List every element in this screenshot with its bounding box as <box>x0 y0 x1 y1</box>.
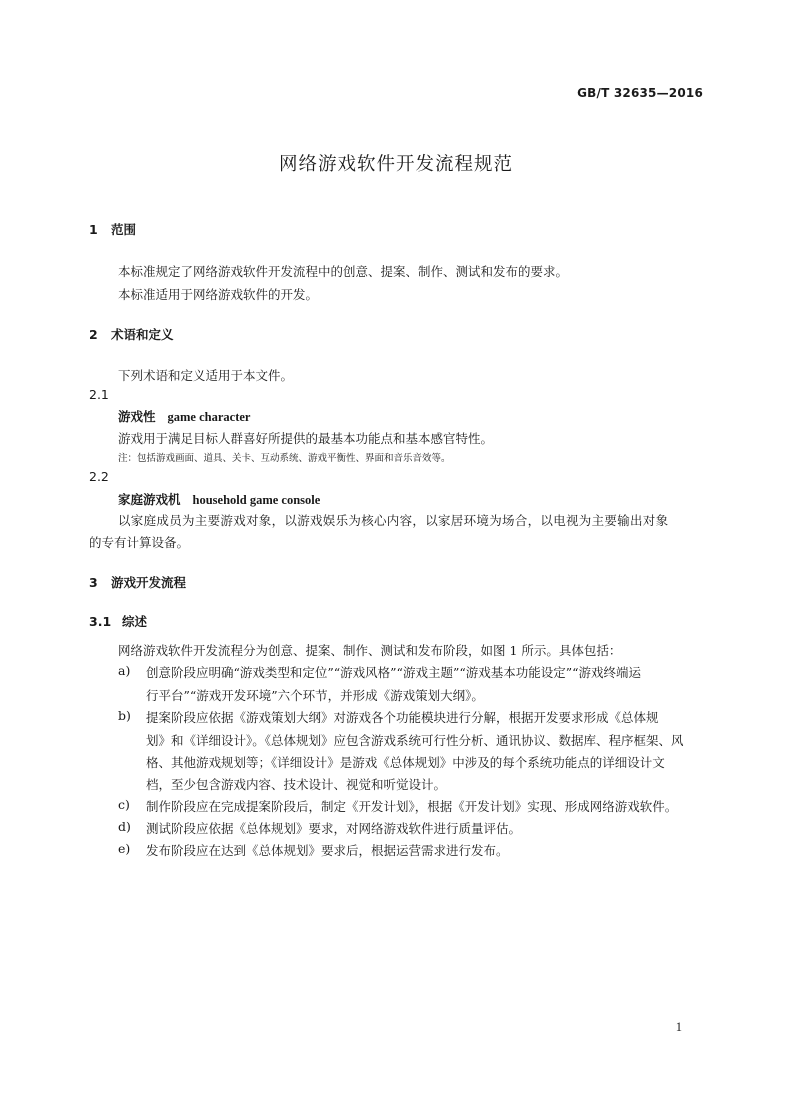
section-3-heading <box>89 573 186 591</box>
paragraph: 下列术语和定义适用于本文件。 <box>118 368 294 383</box>
paragraph: 本标准规定了网络游戏软件开发流程中的创意、提案、制作、测试和发布的要求。 <box>118 264 569 279</box>
term-heading <box>118 407 250 425</box>
list-item-text: 发布阶段应在达到《总体规划》要求后，根据运营需求进行发布。 <box>146 843 509 858</box>
section-title: 范围 <box>111 222 137 237</box>
term-definition: 以家庭成员为主要游戏对象，以游戏娱乐为核心内容，以家居环境为场合，以电视为主要输出对象 <box>118 513 669 528</box>
list-item-text: 行平台”“游戏开发环境”六个环节，并形成《游戏策划大纲》。 <box>146 688 484 703</box>
list-item-text: 格、其他游戏规划等；《详细设计》是游戏《总体规划》中涉及的每个系统功能点的详细设计文 <box>146 755 665 770</box>
section-1-heading <box>89 220 136 238</box>
term-definition-continued: 的专有计算设备。 <box>89 535 190 550</box>
paragraph: 网络游戏软件开发流程分为创意、提案、制作、测试和发布阶段，如图 1 所示。具体包括： <box>118 643 622 658</box>
list-item-text: 档，至少包含游戏内容、技术设计、视觉和听觉设计。 <box>146 777 447 792</box>
term-chinese: 游戏性 <box>118 409 156 424</box>
list-item-text: 制作阶段应在完成提案阶段后，制定《开发计划》，根据《开发计划》实现、形成网络游戏软件。 <box>146 799 678 814</box>
section-number: 3.1 <box>89 614 112 629</box>
term-heading <box>118 490 320 508</box>
term-definition: 游戏用于满足目标人群喜好所提供的最基本功能点和基本感官特性。 <box>118 431 494 446</box>
list-item-marker: c) <box>118 797 130 812</box>
section-number: 3 <box>89 575 98 590</box>
clause-number: 2.1 <box>89 387 109 402</box>
document-code: GB/T 32635—2016 <box>577 86 703 100</box>
paragraph: 本标准适用于网络游戏软件的开发。 <box>118 287 319 302</box>
term-english: household game console <box>192 493 321 507</box>
list-item-text: 提案阶段应依据《游戏策划大纲》对游戏各个功能模块进行分解，根据开发要求形成《总体规 <box>146 710 659 725</box>
list-item-marker: a) <box>118 663 131 678</box>
term-chinese: 家庭游戏机 <box>118 492 181 507</box>
list-item-marker: b) <box>118 708 131 723</box>
section-number: 2 <box>89 327 98 342</box>
subsection-3-1-heading <box>89 612 147 630</box>
page-number: 1 <box>675 1020 682 1034</box>
section-title: 游戏开发流程 <box>111 575 187 590</box>
term-english: game character <box>167 410 251 424</box>
section-title: 术语和定义 <box>111 327 174 342</box>
list-item-text: 测试阶段应依据《总体规划》要求，对网络游戏软件进行质量评估。 <box>146 821 522 836</box>
list-item-text: 创意阶段应明确“游戏类型和定位”“游戏风格”“游戏主题”“游戏基本功能设定”“游戏终端运 <box>146 665 642 680</box>
page-title: 网络游戏软件开发流程规范 <box>278 154 513 175</box>
list-item-marker: d) <box>118 819 131 834</box>
list-item-text: 划》和《详细设计》。《总体规划》应包含游戏系统可行性分析、通讯协议、数据库、程序框架、风 <box>146 733 684 748</box>
clause-number: 2.2 <box>89 469 109 484</box>
list-item-marker: e) <box>118 841 131 856</box>
section-number: 1 <box>89 222 98 237</box>
section-title: 综述 <box>122 614 148 629</box>
note: 注：包括游戏画面、道具、关卡、互动系统、游戏平衡性、界面和音乐音效等。 <box>118 453 451 464</box>
section-2-heading <box>89 325 174 343</box>
